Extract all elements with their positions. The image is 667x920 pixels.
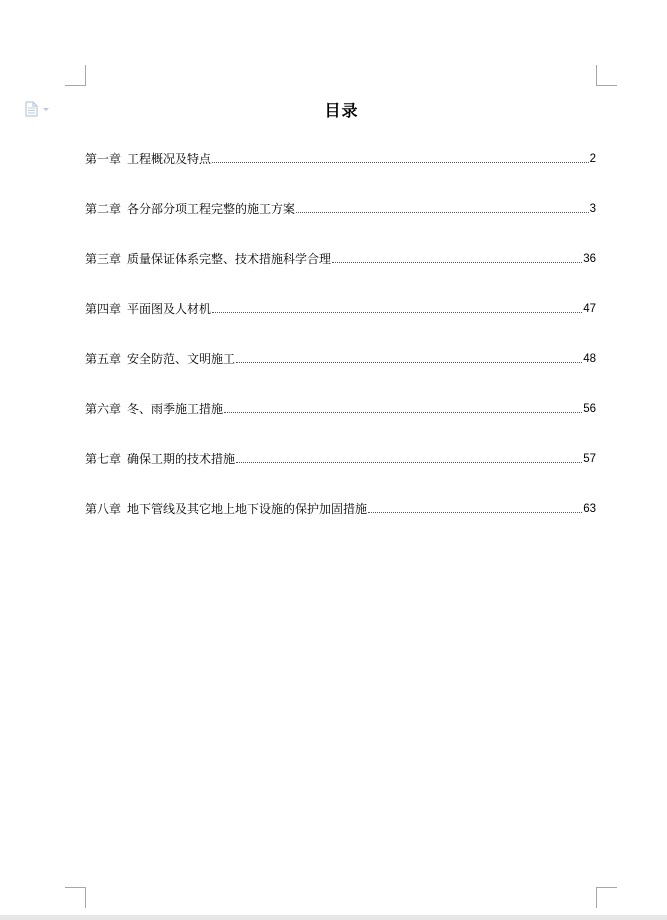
toc-dot-leader xyxy=(212,311,582,313)
toc-chapter-number: 第三章 xyxy=(85,252,122,266)
toc-chapter-title: 冬、雨季施工措施 xyxy=(127,402,224,416)
toc-entry-chapter-3[interactable] xyxy=(85,250,596,266)
toc-page-number: 36 xyxy=(583,253,596,265)
toc-page-number: 48 xyxy=(583,353,596,365)
toc-chapter-title: 工程概况及特点 xyxy=(127,152,212,166)
toc-chapter-title: 安全防范、文明施工 xyxy=(127,352,236,366)
crop-mark-top-right xyxy=(596,65,617,86)
toc-entry-chapter-2[interactable] xyxy=(85,200,596,216)
crop-mark-top-left xyxy=(65,65,86,86)
toc-page-number: 57 xyxy=(583,453,596,465)
toc-chapter-title: 确保工期的技术措施 xyxy=(127,452,236,466)
toc-chapter-number: 第八章 xyxy=(85,502,122,516)
toc-chapter-title: 各分部分项工程完整的施工方案 xyxy=(127,202,296,216)
toc-dot-leader xyxy=(368,511,582,513)
crop-mark-bottom-left xyxy=(65,887,86,908)
toc-chapter-title: 地下管线及其它地上地下设施的保护加固措施 xyxy=(127,502,368,516)
toc-page-number: 56 xyxy=(583,403,596,415)
toc-chapter-number: 第七章 xyxy=(85,452,122,466)
toc-chapter-number: 第四章 xyxy=(85,302,122,316)
toc-dot-leader xyxy=(236,461,582,463)
toc-entry-chapter-1[interactable] xyxy=(85,150,596,166)
toc-heading: 目录 xyxy=(324,101,359,120)
toc-dot-leader xyxy=(236,361,582,363)
toc-chapter-number: 第一章 xyxy=(85,152,122,166)
page-bottom-divider xyxy=(0,915,667,920)
toc-dot-leader xyxy=(296,211,589,213)
toc-dot-leader xyxy=(332,261,582,263)
crop-mark-bottom-right xyxy=(596,887,617,908)
toc-page-number: 2 xyxy=(589,153,596,165)
toc-chapter-number: 第五章 xyxy=(85,352,122,366)
toc-entry-chapter-4[interactable] xyxy=(85,300,596,316)
toc-page-number: 47 xyxy=(583,303,596,315)
toc-chapter-number: 第六章 xyxy=(85,402,122,416)
toc-chapter-number: 第二章 xyxy=(85,202,122,216)
toc-page-number: 63 xyxy=(583,503,596,515)
toc-entry-chapter-6[interactable] xyxy=(85,400,596,416)
toc-dot-leader xyxy=(212,161,589,163)
toc-entry-chapter-5[interactable] xyxy=(85,350,596,366)
toc-dot-leader xyxy=(224,411,582,413)
toc-entry-chapter-8[interactable] xyxy=(85,500,596,516)
toc-chapter-title: 平面图及人材机 xyxy=(127,302,212,316)
toc-page-number: 3 xyxy=(589,203,596,215)
toc-entry-chapter-7[interactable] xyxy=(85,450,596,466)
toc-chapter-title: 质量保证体系完整、技术措施科学合理 xyxy=(127,252,332,266)
